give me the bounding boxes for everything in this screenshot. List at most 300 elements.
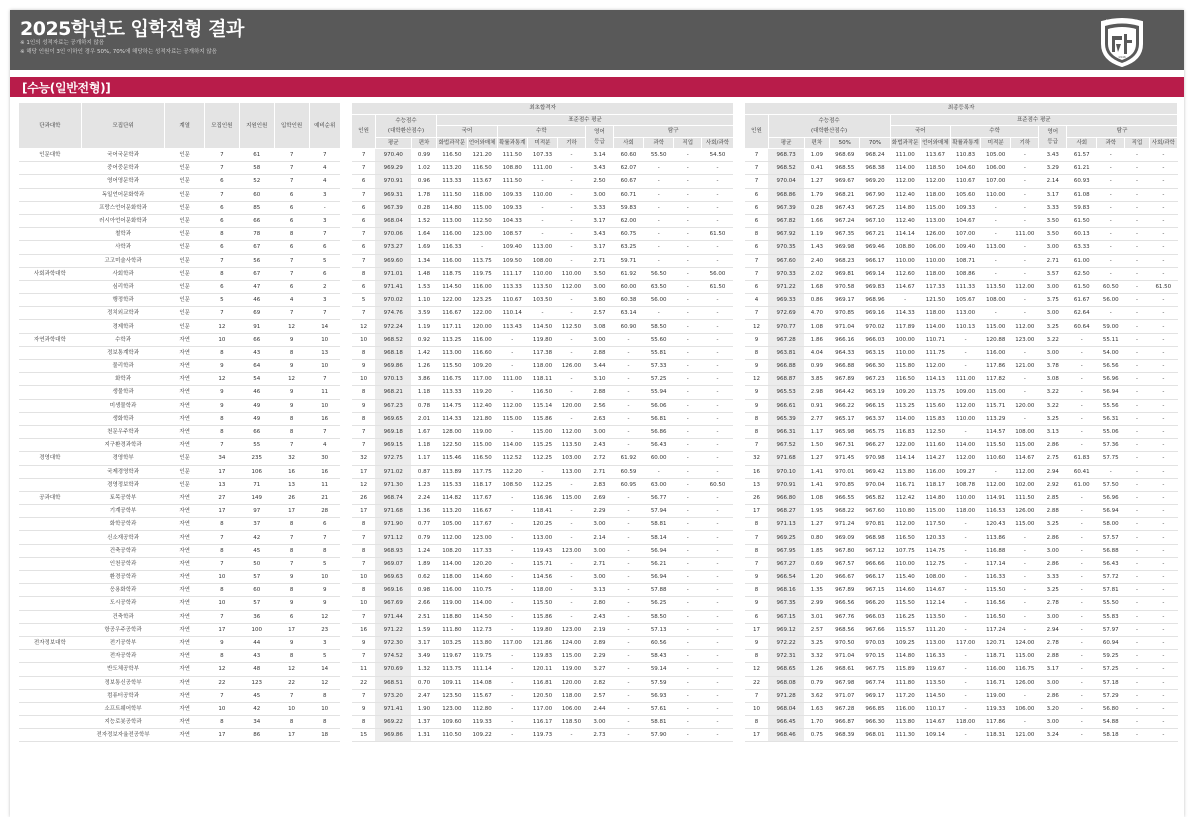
first-value-cell: 115.33: [437, 478, 467, 491]
first-value-cell: -: [497, 597, 527, 610]
first-value-cell: 56.94: [644, 571, 674, 584]
major-cell: 고고미술사학과: [81, 254, 165, 267]
final-value-cell: -: [1067, 346, 1097, 359]
final-value-cell: -: [1149, 333, 1177, 346]
final-value-cell: 57.29: [1097, 689, 1125, 702]
first-value-cell: -: [702, 439, 734, 452]
first-value-cell: 106.00: [558, 702, 586, 715]
final-value-cell: 966.45: [768, 716, 804, 729]
final-value-cell: 105.67: [950, 294, 980, 307]
first-value-cell: 8: [352, 544, 375, 557]
first-value-cell: 114.00: [467, 597, 497, 610]
first-value-cell: 118.41: [527, 505, 557, 518]
college-cell: [19, 241, 82, 254]
final-value-cell: 970.01: [830, 465, 860, 478]
final-value-cell: 1.95: [804, 505, 830, 518]
final-value-cell: 1.68: [804, 280, 830, 293]
first-value-cell: 968.74: [375, 491, 411, 504]
final-value-cell: 972.22: [768, 636, 804, 649]
final-value-cell: 1.41: [804, 465, 830, 478]
final-value-cell: 55.50: [1097, 597, 1125, 610]
college-cell: [19, 399, 82, 412]
final-value-cell: 116.00: [981, 346, 1011, 359]
final-value-cell: 116.33: [981, 571, 1011, 584]
first-value-cell: 126.00: [558, 360, 586, 373]
final-value-cell: 126.00: [920, 228, 950, 241]
final-value-cell: -: [1097, 162, 1125, 175]
table-row: [19, 636, 1178, 649]
applicants-cell: 235: [239, 452, 274, 465]
table-row: [19, 663, 1178, 676]
final-value-cell: 3.78: [1039, 360, 1067, 373]
final-value-cell: 4.04: [804, 346, 830, 359]
final-value-cell: -: [1067, 597, 1097, 610]
applicants-cell: 66: [239, 214, 274, 227]
first-value-cell: -: [644, 188, 674, 201]
final-value-cell: 967.28: [830, 702, 860, 715]
first-value-cell: -: [558, 294, 586, 307]
first-value-cell: -: [702, 597, 734, 610]
final-value-cell: 0.80: [804, 531, 830, 544]
track-cell: 인문: [165, 175, 205, 188]
final-value-cell: 970.15: [860, 650, 890, 663]
waitlist-cell: 10: [309, 360, 340, 373]
final-value-cell: 107.75: [890, 544, 920, 557]
first-value-cell: -: [497, 425, 527, 438]
final-value-cell: 114.50: [920, 689, 950, 702]
final-value-cell: 111.30: [890, 729, 920, 742]
final-value-cell: 967.24: [830, 214, 860, 227]
final-value-cell: -: [1125, 465, 1149, 478]
final-value-cell: 114.00: [950, 439, 980, 452]
final-value-cell: 970.04: [768, 175, 804, 188]
quota-cell: 9: [204, 360, 239, 373]
first-value-cell: 55.94: [644, 386, 674, 399]
first-value-cell: 117.00: [527, 702, 557, 715]
final-value-cell: 969.16: [860, 307, 890, 320]
final-value-cell: 114.33: [890, 307, 920, 320]
final-value-cell: 969.25: [768, 531, 804, 544]
first-value-cell: -: [702, 320, 734, 333]
track-cell: 인문: [165, 465, 205, 478]
final-value-cell: 13: [745, 478, 768, 491]
first-value-cell: 112.00: [558, 425, 586, 438]
final-value-cell: 115.50: [890, 597, 920, 610]
document-header: [10, 10, 1184, 70]
final-value-cell: -: [1125, 597, 1149, 610]
applicants-cell: 37: [239, 518, 274, 531]
final-value-cell: 61.83: [1067, 452, 1097, 465]
first-value-cell: 1.26: [411, 360, 437, 373]
first-value-cell: 9: [352, 399, 375, 412]
first-value-cell: -: [613, 425, 643, 438]
first-value-cell: 0.28: [411, 201, 437, 214]
first-value-cell: 122.00: [467, 307, 497, 320]
first-value-cell: 7: [352, 439, 375, 452]
final-value-cell: 2.86: [1039, 531, 1067, 544]
college-cell: [19, 557, 82, 570]
head-first-math: 수학: [497, 126, 585, 138]
first-value-cell: 7: [352, 557, 375, 570]
final-value-cell: 970.10: [768, 465, 804, 478]
final-value-cell: -: [1125, 689, 1149, 702]
final-value-cell: 122.00: [890, 439, 920, 452]
first-value-cell: 113.75: [467, 254, 497, 267]
final-value-cell: 968.01: [860, 729, 890, 742]
first-value-cell: 57.33: [644, 360, 674, 373]
final-value-cell: -: [1149, 320, 1177, 333]
admitted-cell: 10: [274, 702, 309, 715]
first-value-cell: -: [674, 201, 702, 214]
quota-cell: 27: [204, 491, 239, 504]
final-value-cell: -: [1011, 544, 1039, 557]
head-first-inquiry: 탐구: [613, 126, 733, 138]
final-value-cell: -: [1011, 214, 1039, 227]
first-value-cell: 971.68: [375, 505, 411, 518]
final-value-cell: 967.27: [768, 557, 804, 570]
first-value-cell: 55.50: [644, 149, 674, 162]
final-value-cell: 2.92: [1039, 478, 1067, 491]
first-value-cell: 112.73: [467, 623, 497, 636]
first-value-cell: 109.33: [497, 201, 527, 214]
final-value-cell: 114.00: [890, 162, 920, 175]
final-value-cell: 966.87: [830, 716, 860, 729]
quota-cell: 10: [204, 702, 239, 715]
final-value-cell: -: [1149, 518, 1177, 531]
track-cell: 자연: [165, 386, 205, 399]
final-value-cell: 113.00: [950, 307, 980, 320]
waitlist-cell: 6: [309, 518, 340, 531]
first-value-cell: 59.14: [644, 663, 674, 676]
first-value-cell: 112.50: [558, 320, 586, 333]
final-value-cell: 1.08: [804, 491, 830, 504]
first-value-cell: 2.69: [586, 491, 614, 504]
college-cell: [19, 531, 82, 544]
first-value-cell: 1.37: [411, 716, 437, 729]
track-cell: 자연: [165, 346, 205, 359]
college-cell: [19, 702, 82, 715]
final-value-cell: 967.15: [860, 584, 890, 597]
first-value-cell: 112.80: [467, 702, 497, 715]
final-value-cell: 967.31: [830, 439, 860, 452]
final-value-cell: 116.56: [981, 597, 1011, 610]
final-value-cell: 118.00: [950, 716, 980, 729]
final-value-cell: 112.00: [890, 175, 920, 188]
head-first-sub: 언어와매체: [467, 137, 497, 149]
major-cell: 철학과: [81, 228, 165, 241]
first-value-cell: -: [644, 465, 674, 478]
final-value-cell: 113.80: [890, 716, 920, 729]
final-value-cell: -: [1011, 571, 1039, 584]
final-value-cell: 2.85: [1039, 491, 1067, 504]
final-value-cell: 116.88: [981, 544, 1011, 557]
final-value-cell: 108.80: [890, 241, 920, 254]
track-cell: 자연: [165, 702, 205, 715]
final-value-cell: 111.00: [1011, 228, 1039, 241]
final-value-cell: 8: [745, 544, 768, 557]
college-cell: [19, 505, 82, 518]
first-value-cell: 7: [352, 149, 375, 162]
quota-cell: 6: [204, 214, 239, 227]
applicants-cell: 57: [239, 597, 274, 610]
first-value-cell: 117.33: [467, 544, 497, 557]
first-value-cell: 56.43: [644, 439, 674, 452]
first-value-cell: 128.00: [437, 425, 467, 438]
final-value-cell: 106.00: [1011, 702, 1039, 715]
final-value-cell: 964.42: [830, 386, 860, 399]
table-row: [19, 689, 1178, 702]
final-value-cell: 966.03: [860, 610, 890, 623]
first-value-cell: 123.00: [437, 702, 467, 715]
first-value-cell: 1.67: [411, 425, 437, 438]
admitted-cell: 9: [274, 360, 309, 373]
final-value-cell: -: [1067, 610, 1097, 623]
final-value-cell: 110.60: [981, 452, 1011, 465]
final-value-cell: 7: [745, 689, 768, 702]
final-value-cell: 968.98: [860, 531, 890, 544]
major-cell: 독일언어문화학과: [81, 188, 165, 201]
final-value-cell: -: [1125, 373, 1149, 386]
first-value-cell: 26: [352, 491, 375, 504]
admitted-cell: 8: [274, 425, 309, 438]
track-cell: 자연: [165, 425, 205, 438]
final-value-cell: 116.71: [890, 478, 920, 491]
final-value-cell: -: [1125, 729, 1149, 742]
major-cell: 영어영문학과: [81, 175, 165, 188]
final-value-cell: 107.00: [950, 228, 980, 241]
header-note-2: ※ 해당 인원이 3인 이하인 경우 50%, 70%에 해당하는 성적자료는 공개하지 않음: [20, 49, 217, 55]
final-value-cell: 0.75: [804, 729, 830, 742]
final-value-cell: -: [981, 201, 1011, 214]
first-value-cell: -: [674, 346, 702, 359]
first-value-cell: -: [702, 452, 734, 465]
first-value-cell: -: [558, 571, 586, 584]
first-value-cell: 119.43: [527, 544, 557, 557]
admitted-cell: 6: [274, 188, 309, 201]
final-value-cell: 971.04: [830, 650, 860, 663]
admitted-cell: 6: [274, 214, 309, 227]
applicants-cell: 45: [239, 544, 274, 557]
first-value-cell: 119.75: [467, 650, 497, 663]
final-value-cell: -: [1067, 571, 1097, 584]
applicants-cell: 54: [239, 373, 274, 386]
final-value-cell: -: [1011, 584, 1039, 597]
final-value-cell: 60.41: [1067, 465, 1097, 478]
final-value-cell: 6: [745, 610, 768, 623]
final-value-cell: 2.98: [804, 386, 830, 399]
head-final-sub: 50%: [830, 137, 860, 149]
head-final-korean: 국어: [890, 126, 950, 138]
final-value-cell: -: [950, 531, 980, 544]
first-value-cell: 0.96: [411, 175, 437, 188]
final-value-cell: 114.14: [890, 452, 920, 465]
final-value-cell: 968.61: [830, 663, 860, 676]
college-cell: [19, 478, 82, 491]
first-value-cell: 119.20: [467, 386, 497, 399]
final-value-cell: 968.23: [830, 254, 860, 267]
quota-cell: 13: [204, 478, 239, 491]
final-value-cell: 114.67: [920, 716, 950, 729]
applicants-cell: 71: [239, 478, 274, 491]
first-value-cell: 3.43: [586, 162, 614, 175]
first-value-cell: 8: [352, 267, 375, 280]
head-first-sub: 평균: [375, 137, 411, 149]
final-value-cell: 968.69: [830, 149, 860, 162]
head-final-enrollees: 최종등록자: [745, 103, 1178, 115]
final-value-cell: 16: [745, 465, 768, 478]
final-value-cell: 968.21: [830, 188, 860, 201]
final-value-cell: 971.45: [830, 452, 860, 465]
first-value-cell: -: [702, 505, 734, 518]
final-value-cell: 963.19: [860, 386, 890, 399]
first-value-cell: 969.18: [375, 425, 411, 438]
table-row: [19, 491, 1178, 504]
final-value-cell: 969.46: [860, 241, 890, 254]
final-value-cell: 115.00: [1011, 650, 1039, 663]
head-final-std-avg: 표준점수 평균: [890, 114, 1177, 126]
final-value-cell: -: [1067, 373, 1097, 386]
first-value-cell: -: [497, 346, 527, 359]
first-value-cell: -: [702, 531, 734, 544]
college-cell: [19, 175, 82, 188]
final-value-cell: -: [1011, 412, 1039, 425]
final-value-cell: 2.75: [1039, 452, 1067, 465]
first-value-cell: 108.80: [497, 162, 527, 175]
final-value-cell: 967.60: [860, 505, 890, 518]
head-final-sub: 미적분: [981, 137, 1011, 149]
final-value-cell: 112.00: [1011, 280, 1039, 293]
college-cell: [19, 610, 82, 623]
final-value-cell: 61.50: [1067, 280, 1097, 293]
final-value-cell: -: [1149, 597, 1177, 610]
final-value-cell: 118.50: [920, 162, 950, 175]
final-value-cell: 3.13: [1039, 425, 1067, 438]
first-value-cell: -: [497, 491, 527, 504]
final-value-cell: 969.12: [768, 623, 804, 636]
final-value-cell: 118.00: [950, 505, 980, 518]
quota-cell: 12: [204, 663, 239, 676]
final-value-cell: 969.42: [860, 465, 890, 478]
waitlist-cell: 9: [309, 584, 340, 597]
first-value-cell: 3.00: [586, 280, 614, 293]
first-value-cell: 970.91: [375, 175, 411, 188]
admitted-cell: 17: [274, 505, 309, 518]
final-value-cell: 107.00: [981, 175, 1011, 188]
final-value-cell: -: [1125, 188, 1149, 201]
table-row: [19, 584, 1178, 597]
first-value-cell: 116.00: [437, 228, 467, 241]
final-value-cell: 0.86: [804, 294, 830, 307]
final-value-cell: 56.96: [1097, 373, 1125, 386]
final-value-cell: 55.83: [1097, 610, 1125, 623]
first-value-cell: 2.19: [586, 623, 614, 636]
final-value-cell: 112.50: [920, 425, 950, 438]
major-cell: 경영학부: [81, 452, 165, 465]
admitted-cell: 12: [274, 373, 309, 386]
final-value-cell: 57.72: [1097, 571, 1125, 584]
final-value-cell: 969.17: [860, 689, 890, 702]
final-value-cell: 113.00: [920, 214, 950, 227]
applicants-cell: 45: [239, 689, 274, 702]
final-value-cell: 111.00: [890, 149, 920, 162]
final-value-cell: 968.56: [830, 623, 860, 636]
final-value-cell: 106.00: [981, 162, 1011, 175]
college-cell: [19, 650, 82, 663]
first-value-cell: 2.72: [586, 452, 614, 465]
applicants-cell: 60: [239, 584, 274, 597]
final-value-cell: 968.73: [768, 149, 804, 162]
quota-cell: 12: [204, 373, 239, 386]
major-cell: 건축학과: [81, 610, 165, 623]
first-value-cell: 61.50: [702, 228, 734, 241]
waitlist-cell: 7: [309, 373, 340, 386]
first-value-cell: 116.00: [437, 254, 467, 267]
final-value-cell: 966.56: [830, 597, 860, 610]
first-value-cell: -: [558, 478, 586, 491]
final-value-cell: -: [981, 267, 1011, 280]
waitlist-cell: 14: [309, 663, 340, 676]
final-value-cell: -: [1125, 676, 1149, 689]
head-waitlist: 예비순위: [309, 103, 340, 149]
first-value-cell: 7: [352, 610, 375, 623]
first-value-cell: -: [613, 636, 643, 649]
first-value-cell: 971.12: [375, 531, 411, 544]
final-value-cell: -: [1149, 267, 1177, 280]
quota-cell: 7: [204, 439, 239, 452]
final-value-cell: 3.17: [1039, 663, 1067, 676]
first-value-cell: 62.07: [613, 162, 643, 175]
first-value-cell: 56.25: [644, 597, 674, 610]
major-cell: 전자정보자율전공학부: [81, 729, 165, 742]
final-value-cell: 32: [745, 452, 768, 465]
first-value-cell: -: [497, 729, 527, 742]
admitted-cell: 8: [274, 228, 309, 241]
final-value-cell: 109.27: [950, 465, 980, 478]
final-value-cell: 9: [745, 333, 768, 346]
first-value-cell: 116.81: [527, 676, 557, 689]
college-cell: [19, 623, 82, 636]
final-value-cell: 115.00: [920, 201, 950, 214]
first-value-cell: 57.90: [644, 729, 674, 742]
first-value-cell: -: [702, 214, 734, 227]
final-value-cell: 964.33: [830, 346, 860, 359]
final-value-cell: 109.33: [950, 201, 980, 214]
first-value-cell: -: [613, 412, 643, 425]
first-value-cell: 15: [352, 729, 375, 742]
first-value-cell: 7: [352, 425, 375, 438]
final-value-cell: 968.87: [768, 373, 804, 386]
first-value-cell: 58.50: [644, 320, 674, 333]
admitted-cell: 7: [274, 149, 309, 162]
first-value-cell: 3.33: [586, 201, 614, 214]
final-value-cell: 60.13: [1067, 228, 1097, 241]
final-value-cell: 2.88: [1039, 650, 1067, 663]
first-value-cell: 55.81: [644, 346, 674, 359]
first-value-cell: 3.59: [411, 307, 437, 320]
first-value-cell: 117.38: [527, 346, 557, 359]
first-value-cell: 112.40: [467, 399, 497, 412]
final-value-cell: 9: [745, 399, 768, 412]
final-value-cell: 967.98: [830, 676, 860, 689]
first-value-cell: 974.76: [375, 307, 411, 320]
final-value-cell: 111.00: [950, 373, 980, 386]
final-value-cell: -: [1067, 333, 1097, 346]
final-value-cell: -: [1149, 478, 1177, 491]
head-first-sub: 직업: [674, 137, 702, 149]
major-cell: 경영정보학과: [81, 478, 165, 491]
track-cell: 인문: [165, 254, 205, 267]
table-row: [19, 702, 1178, 715]
